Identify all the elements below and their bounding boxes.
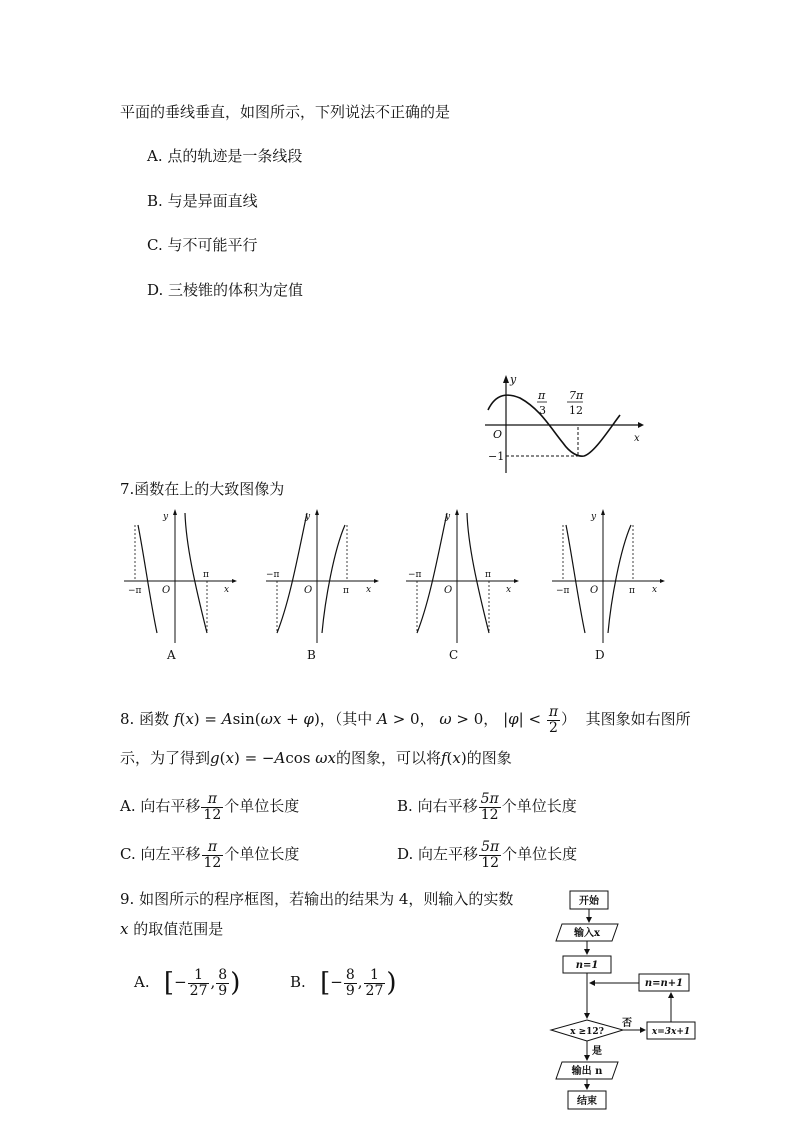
svg-text:O: O bbox=[444, 585, 453, 596]
q8-line1: 8. 函数 f(x) = Asin(ωx + φ)，（其中 A > 0， ω > 0， |φ| < $\frac{\pi}{2}$ ） 其图象如右图所 bbox=[120, 703, 691, 736]
q9-line1: 9. 如图所示的程序框图，若输出的结果为 4，则输入的实数 bbox=[120, 890, 514, 908]
svg-text:π: π bbox=[343, 586, 349, 596]
svg-text:O: O bbox=[304, 585, 313, 596]
option-text: 点的轨迹是一条线段 bbox=[167, 147, 303, 165]
tick2-den: 12 bbox=[569, 404, 583, 417]
q8-option-c: C. 向左平移 $\frac{\pi}{12}$ 个单位长度 bbox=[120, 838, 300, 871]
svg-text:y: y bbox=[445, 512, 451, 522]
tick1-num: π bbox=[538, 389, 546, 402]
sine-graph bbox=[480, 365, 650, 477]
svg-text:x ≥12?: x ≥12? bbox=[570, 1027, 604, 1037]
q7-stem: 7.函数在上的大致图像为 bbox=[120, 480, 285, 498]
svg-text:开始: 开始 bbox=[579, 896, 599, 907]
q6-option-d bbox=[147, 280, 303, 300]
svg-text:π: π bbox=[485, 570, 491, 580]
q7-letter-b: B bbox=[307, 648, 316, 662]
q7-graph-b bbox=[262, 505, 382, 665]
tick1-den: 3 bbox=[539, 404, 546, 417]
svg-text:y: y bbox=[163, 512, 169, 522]
x-label: x bbox=[634, 433, 640, 444]
svg-text:否: 否 bbox=[622, 1018, 632, 1029]
q7-graph-d bbox=[548, 505, 668, 665]
svg-text:π: π bbox=[629, 586, 635, 596]
svg-text:−π: −π bbox=[266, 570, 280, 580]
x-arrow bbox=[638, 422, 644, 428]
option-text: 与是异面直线 bbox=[167, 192, 258, 210]
option-label: B. bbox=[147, 192, 163, 210]
q8-option-b: B. 向右平移 $\frac{5\pi}{12}$ 个单位长度 bbox=[397, 790, 577, 823]
y-label: y bbox=[510, 373, 517, 386]
svg-text:x: x bbox=[224, 585, 230, 595]
q9-option-b: B. [− $\frac{8}{9}$ , $\frac{1}{27}$ ) bbox=[290, 966, 397, 999]
q8-option-d: D. 向左平移 $\frac{5\pi}{12}$ 个单位长度 bbox=[397, 838, 578, 871]
svg-text:−π: −π bbox=[556, 586, 570, 596]
origin-label: O bbox=[493, 428, 503, 441]
flowchart bbox=[550, 888, 700, 1113]
q8-option-a: A. 向右平移 $\frac{\pi}{12}$ 个单位长度 bbox=[120, 790, 300, 823]
svg-text:O: O bbox=[590, 585, 599, 596]
tick2-num: 7π bbox=[569, 389, 584, 402]
q7-letter-a: A bbox=[167, 648, 176, 662]
svg-text:输入x: 输入x bbox=[574, 928, 600, 939]
svg-text:x: x bbox=[506, 585, 512, 595]
sine-curve bbox=[488, 395, 620, 456]
svg-text:是: 是 bbox=[592, 1046, 602, 1057]
svg-text:输出 n: 输出 n bbox=[571, 1066, 603, 1077]
svg-text:x: x bbox=[366, 585, 372, 595]
q7-letter-c: C bbox=[449, 648, 459, 662]
y-arrow bbox=[503, 375, 509, 383]
svg-text:π: π bbox=[203, 570, 209, 580]
q9-option-a: A. [− $\frac{1}{27}$ , $\frac{8}{9}$ ) bbox=[134, 966, 241, 999]
q7-letter-d: D bbox=[595, 648, 605, 662]
q7-graph-a bbox=[120, 505, 240, 665]
q6-option-b bbox=[147, 191, 258, 211]
q7-graph-c bbox=[402, 505, 522, 665]
svg-text:−π: −π bbox=[408, 570, 422, 580]
q6-option-c bbox=[147, 235, 258, 255]
svg-text:y: y bbox=[591, 512, 597, 522]
svg-text:n=1: n=1 bbox=[575, 960, 599, 971]
q6-stem: 平面的垂线垂直，如图所示，下列说法不正确的是 bbox=[120, 103, 451, 121]
svg-text:x: x bbox=[652, 585, 658, 595]
svg-text:x=3x+1: x=3x+1 bbox=[651, 1027, 691, 1037]
q8-line2: 示，为了得到g(x) = −Acos ωx的图象，可以将f(x)的图象 bbox=[120, 749, 512, 767]
svg-text:y: y bbox=[305, 512, 311, 522]
svg-text:结束: 结束 bbox=[577, 1096, 597, 1107]
option-label: D. bbox=[147, 281, 164, 299]
svg-text:n=n+1: n=n+1 bbox=[644, 978, 684, 989]
q6-option-a bbox=[147, 146, 302, 166]
svg-text:O: O bbox=[162, 585, 171, 596]
neg-one-label: −1 bbox=[488, 450, 505, 463]
option-label: A. bbox=[147, 147, 163, 165]
pi-over-2: $\frac{\pi}{2}$ bbox=[548, 703, 559, 736]
option-text: 三棱锥的体积为定值 bbox=[168, 281, 304, 299]
option-label: C. bbox=[147, 236, 163, 254]
q9-line2: x 的取值范围是 bbox=[120, 920, 224, 938]
option-text: 与不可能平行 bbox=[167, 236, 258, 254]
svg-text:−π: −π bbox=[128, 586, 142, 596]
